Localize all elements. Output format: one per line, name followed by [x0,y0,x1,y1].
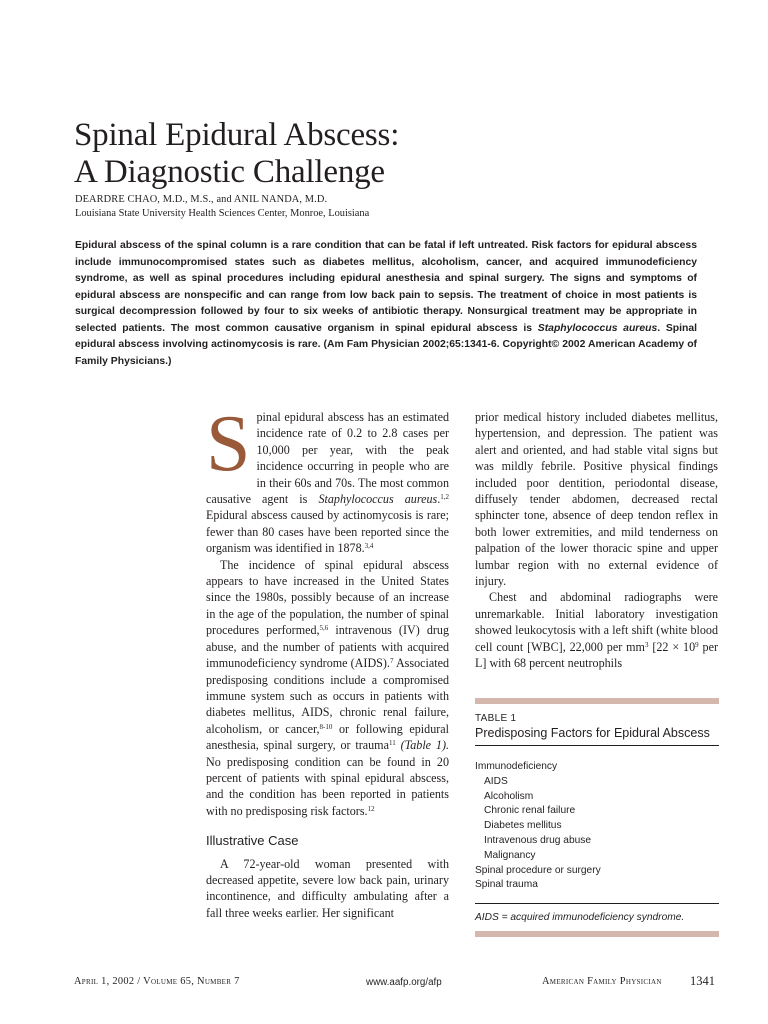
abstract-organism: Staphylococcus aureus [537,322,658,334]
table-divider [475,903,719,904]
footer-url-link[interactable]: www.aafp.org/afp [366,977,442,988]
table-item: Malignancy [484,849,536,861]
affiliation-line: Louisiana State University Health Sciences Center, Monroe, Louisiana [75,208,370,219]
table-item: Alcoholism [484,790,534,802]
abstract [75,238,697,370]
abstract-text-b: . Spinal epidural abscess involving actinomycosis is rare. (Am Fam Physician 2002;65:1341-6. Copyright© 2002 American Academy of Family Physicians.) [75,322,698,367]
body-text: Associated predisposing conditions include a compromised immune system such as occurs in patients with diabetes mellitus, AIDS, chronic renal failure, alcoholism, or cancer, [206,656,450,736]
body-text: per L] with 68 percent neutrophils [475,639,718,671]
body-text: No predisposing condition can be found in 20 percent of patients with spinal epidural abscess, and the condition has been reported in patients with no predisposing risk factors. [206,754,449,818]
body-text: The incidence of spinal epidural abscess appears to have increased in the United States since the 1980s, possibly because of an increase in the age of the population, the number of spinal procedures performed, [206,557,449,638]
section-heading: Illustrative Case [206,833,299,849]
body-paragraph-case: A 72-year-old woman presented with decreased appetite, severe low back pain, urinary incontinence, and difficulty ambulating after a fall three weeks earlier. Her significant [206,856,449,920]
footer-issue-info: April 1, 2002 / Volume 65, Number 7 [74,976,240,987]
body-text: Chest and abdominal radiographs were unremarkable. Initial laboratory investigation showed leukocytosis with a left shift (white blood cell count [WBC], 22,000 per mm [475,590,718,654]
superscript: 3 [644,640,649,649]
body-paragraph-intro: Spinal epidural abscess has an estimated incidence rate of 0.2 to 2.8 cases per 10,000 per year, with the peak incidence occurring in people who are in their 60s and 70s. The most common causative agent is Staphylococcus aureus.$^{1,2}$ Epidural abscess caused by actinomycosis is rare; fewer than 80 cases have been reported since the organism was identified in 1878.$^{3,4}$ [206,400,449,556]
table-footnote: AIDS = acquired immunodeficiency syndrome. [475,912,685,924]
citation-ref: 1,2 [440,493,449,502]
citation-ref: 11 [388,739,396,748]
table-title: Predisposing Factors for Epidural Abscess [475,726,719,746]
body-text: intravenous (IV) drug abuse, and the number of patients with acquired immunodeficiency syndrome (AIDS). [206,623,449,671]
citation-ref: 5,6 [319,624,329,633]
table-item: Intravenous drug abuse [484,834,592,846]
body-column-left [206,400,450,921]
table-bottom-rule [475,931,719,937]
drop-cap: S [206,400,251,488]
superscript: 9 [695,640,699,649]
table-items [475,760,719,893]
abstract-text-a: Epidural abscess of the spinal column is a rare condition that can be fatal if left untreated. Risk factors for epidural abscess include immunocompromised states such as diabetes mellitus, alcoholism, cancer, and acquired immunodeficiency syndrome, as well as spinal procedures including epidural anesthesia and spinal surgery. The signs and symptoms of epidural abscess are nonspecific and can range from low back pain to sepsis. The treatment of choice in most patients is surgical decompression followed by four to six weeks of antibiotic therapy. Nonsurgical treatment may be appropriate in selected patients. The most common causative organism in spinal epidural abscess is [75,240,697,334]
table-item: Chronic renal failure [484,805,576,817]
body-text: Epidural abscess caused by actinomycosis is rare; fewer than 80 cases have been reported since the organism was identified in 1878. [206,508,449,556]
table-item: AIDS [484,775,508,787]
table-top-rule [475,698,719,704]
citation-ref: 12 [367,804,375,813]
body-column-right [475,409,718,672]
footer-journal-name: American Family Physician [542,976,662,987]
table-reference: (Table 1). [400,738,449,753]
author-line: DEARDRE CHAO, M.D., M.S., and ANIL NANDA, M.D. [75,194,328,205]
table-item: Diabetes mellitus [484,820,562,832]
organism-name: Staphylococcus aureus [318,492,438,507]
table-item: Spinal trauma [475,879,538,891]
citation-ref: 3,4 [364,542,374,551]
body-paragraph-history: prior medical history included diabetes mellitus, hypertension, and depression. The patient was alert and oriented, and had stable vital signs but was mildly febrile. Positive physical findings included poor dentition, periodontal disease, diffusely tender abdomen, decreased rectal sphincter tone, absence of deep tendon reflex in both lower extremities, and mild tenderness on palpation of the lower thoracic spine and upper lumbar region with no external evidence of injury. [475,410,718,589]
title-line-1: Spinal Epidural Abscess: [74,117,400,153]
title-line-2: A Diagnostic Challenge [74,154,385,190]
citation-ref: 7 [389,657,394,666]
table-predisposing-factors [475,698,719,937]
table-item: Spinal procedure or surgery [475,864,601,876]
citation-ref: 8-10 [319,722,333,731]
body-paragraph-incidence [206,557,449,820]
body-paragraph-labs [475,589,718,671]
body-text: or following epidural anesthesia, spinal surgery, or trauma [206,721,449,753]
table-label: TABLE 1 [475,713,517,724]
article-title [74,117,714,191]
table-item: Immunodeficiency [475,761,558,772]
page-number: 1341 [690,974,715,988]
body-text: pinal epidural abscess has an estimated incidence rate of 0.2 to 2.8 cases per 10,000 per year, with the peak incidence occurring in people who are in their 60s and 70s. The most common causative agent is [206,410,449,507]
body-text: [22 × 10 [648,639,696,654]
